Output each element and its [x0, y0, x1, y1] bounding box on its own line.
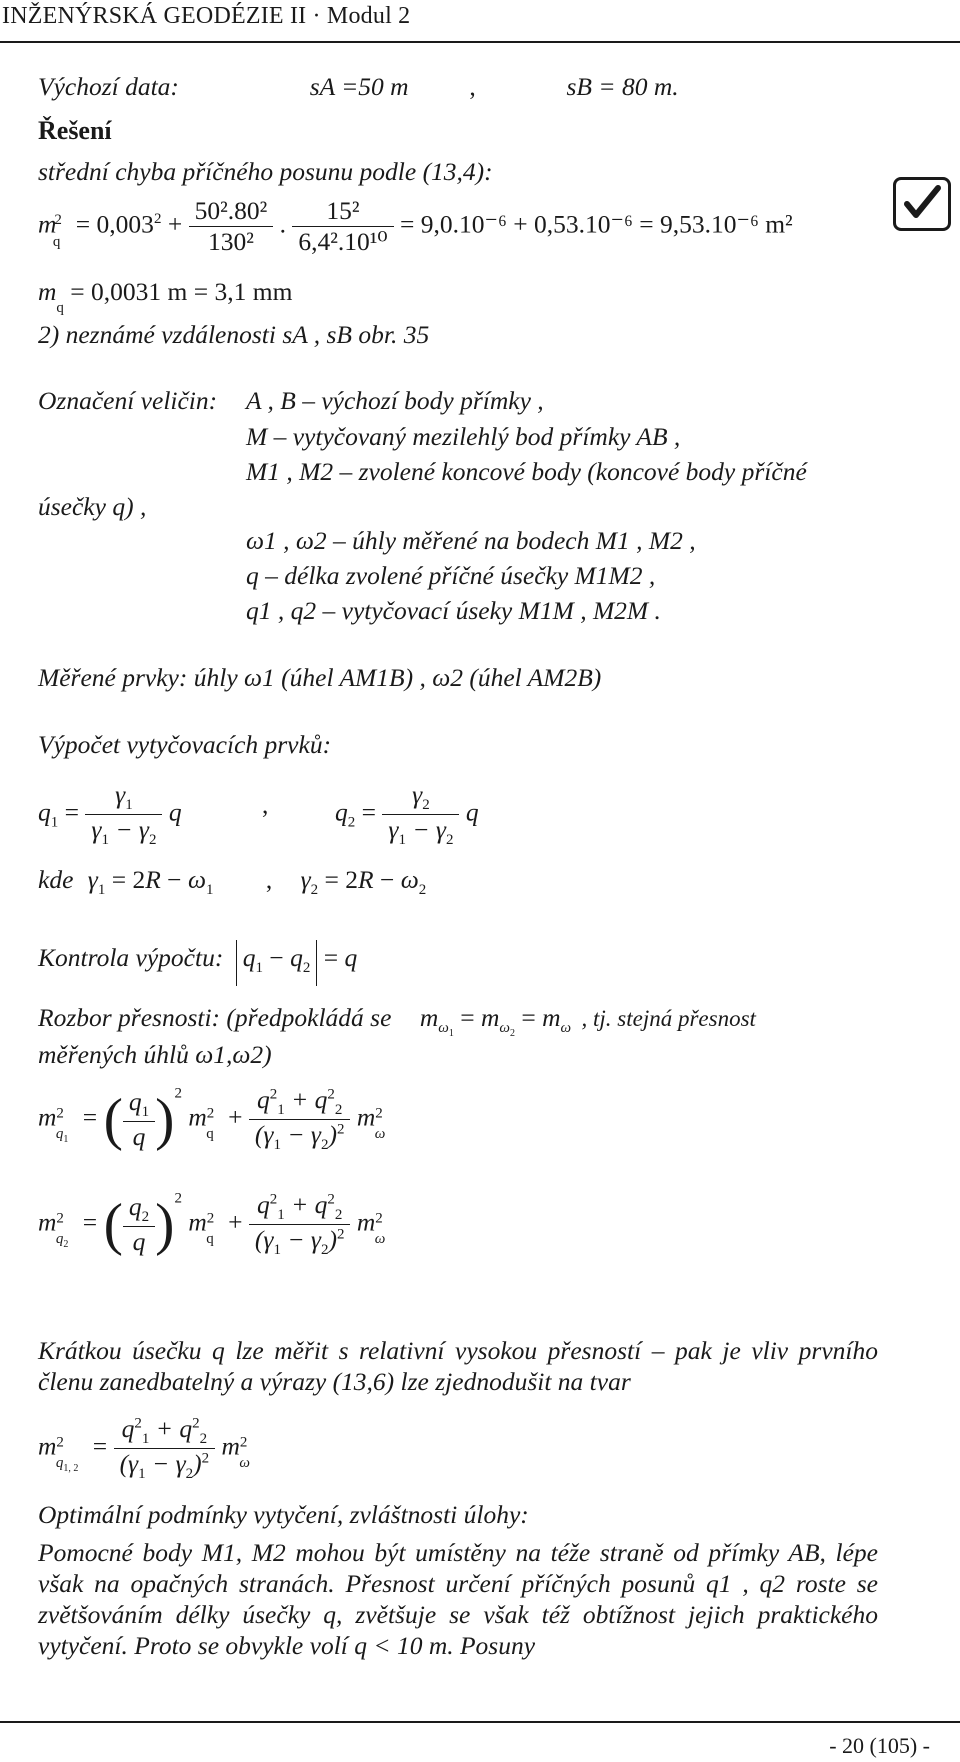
computation-heading: Výpočet vytyčovacích prvků:: [38, 730, 332, 759]
eq1-frac2-den: 6,4².10¹⁰: [292, 226, 393, 257]
check-label: Kontrola výpočtu:: [38, 943, 224, 972]
notation-l2: M – vytyčovaný mezilehlý bod přímky AB ,: [246, 422, 681, 451]
page-header: [0, 0, 960, 50]
accuracy-line2: měřených úhlů ω1,ω2): [38, 1040, 272, 1069]
equation-q2: $q_2$ = $\frac{\gamma_2}{\gamma_1 - \gamma_2}$ q: [335, 780, 479, 849]
input-data-sa: sA =50 m: [309, 72, 409, 101]
eq1-lhs-q: q: [52, 234, 61, 251]
eq1-lhs-m: m: [38, 209, 57, 239]
check-line: Kontrola výpočtu: $q_1 - q_2 = q$: [38, 940, 357, 986]
kde-label: kde: [38, 865, 74, 894]
equation-mq2: $m^2_q = 0,003^2$ + $\frac{\text{50².80²}}{\text{130²}}$ . $\frac{\text{15²}}{\text{6,4².10¹⁰}}$ = 9,0.10⁻⁶ + 0,53.10⁻⁶ = 9,53.10⁻⁶ m²: [38, 196, 793, 256]
q1-fraction: $\frac{\gamma_1}{\gamma_1 - \gamma_2}$: [85, 780, 162, 849]
eq1-frac1-num: 50².80²: [194, 196, 268, 225]
notation-l3b: úsečky q) ,: [38, 492, 147, 521]
header-rule: [0, 41, 960, 43]
q2-fraction: $\frac{\gamma_2}{\gamma_1 - \gamma_2}$: [382, 780, 459, 849]
notation-l3: M1 , M2 – zvolené koncové body (koncové body příčné: [246, 457, 807, 486]
solution-heading: Řešení: [38, 116, 112, 145]
footer-rule: [0, 1721, 960, 1723]
equation-mq2-squared: $m^2_{q_2}$ = ( $\frac{q_2}{q}$ )$^2$ $m^2_q$ + $\frac{q^2_1 + q^2_2}{(\gamma_1 - \gamma_2)^2}$ $m^2_\omega$: [38, 1190, 386, 1259]
auxiliary-points-paragraph: Pomocné body M1, M2 mohou být umístěny na téže straně od přímky AB, lépe však na opačných stranách. Přesnost určení příčných posunů q1 , q2 roste se zvětšováním délky úsečky q, zvětšuje se však též obtížnost jejich praktického vytyčení. Proto se obvykle volí q < 10 m. Posuny: [38, 1538, 878, 1660]
eq2-text: = 0,0031 m = 3,1 mm: [70, 277, 293, 306]
notation-l5: q – délka zvolené příčné úsečky M1M2 ,: [246, 561, 656, 590]
equation-mq: $m_q = 0,0031$ m = 3,1 mm: [38, 277, 293, 317]
input-data-sb: sB = 80 m.: [566, 72, 679, 101]
eq1-frac1-den: 130²: [189, 226, 274, 257]
short-segment-paragraph: Krátkou úsečku q lze měřit s relativní vysokou přesností – pak je vliv prvního členu zanedbatelný a výrazy (13,6) lze zjednodušit na tvar: [38, 1336, 878, 1396]
error-description: střední chyba příčného posunu podle (13,4):: [38, 157, 493, 186]
measured-elements: Měřené prvky: úhly ω1 (úhel AM1B) , ω2 (úhel AM2B): [38, 663, 602, 692]
eq1-fraction1: [189, 196, 274, 257]
notation-label: Označení veličin:: [38, 386, 218, 415]
page-number: - 20 (105) -: [829, 1733, 930, 1758]
eq1-fraction2: [292, 196, 393, 257]
input-data-line: [38, 72, 679, 102]
notation-l6: q1 , q2 – vytyčovací úseky M1M , M2M .: [246, 596, 661, 625]
formula-comma-1: ,: [262, 790, 269, 819]
equation-mq1-squared: $m^2_{q_1}$ = ( $\frac{q_1}{q}$ )$^2$ $m^2_q$ + $\frac{q^2_1 + q^2_2}{(\gamma_1 - \gamma_2)^2}$ $m^2_\omega$: [38, 1085, 386, 1154]
input-data-label: Výchozí data:: [38, 72, 179, 101]
notation-l1: A , B – výchozí body přímky ,: [246, 386, 544, 415]
accuracy-l1a: Rozbor přesnosti: (předpokládá se: [38, 1003, 392, 1032]
accuracy-line1: Rozbor přesnosti: (předpokládá se $m_{\omega_1} = m_{\omega_2} = m_\omega$ , tj. stejná přesnost: [38, 1003, 756, 1040]
equation-q1: $q_1$ = $\frac{\gamma_1}{\gamma_1 - \gamma_2}$ q: [38, 780, 182, 849]
notation-l4: ω1 , ω2 – úhly měřené na bodech M1 , M2 ,: [246, 526, 696, 555]
equation-mq12-squared: $m^2_{q_{1, 2}}$ = $\frac{q^2_1 + q^2_2}{(\gamma_1 - \gamma_2)^2}$ $m^2_\omega$: [38, 1414, 251, 1483]
eq1-frac2-num: 15²: [326, 196, 360, 225]
checkmark-box-icon: [893, 177, 951, 231]
item-2-heading: 2) neznámé vzdálenosti sA , sB obr. 35: [38, 320, 430, 349]
input-data-comma: ,: [469, 72, 476, 101]
gamma-definitions: kde $\gamma_1 = 2R - \omega_1$ , $\gamma_2 = 2R - \omega_2$: [38, 865, 427, 899]
accuracy-l1b: , tj. stejná přesnost: [581, 1006, 756, 1031]
eq1-term1: = 0,003: [75, 209, 154, 239]
optimal-conditions-heading: Optimální podmínky vytyčení, zvláštnosti úlohy:: [38, 1500, 529, 1529]
eq1-result: = 9,0.10⁻⁶ + 0,53.10⁻⁶ = 9,53.10⁻⁶ m²: [400, 209, 793, 239]
header-title: INŽENÝRSKÁ GEODÉZIE II · Modul 2: [2, 3, 411, 29]
